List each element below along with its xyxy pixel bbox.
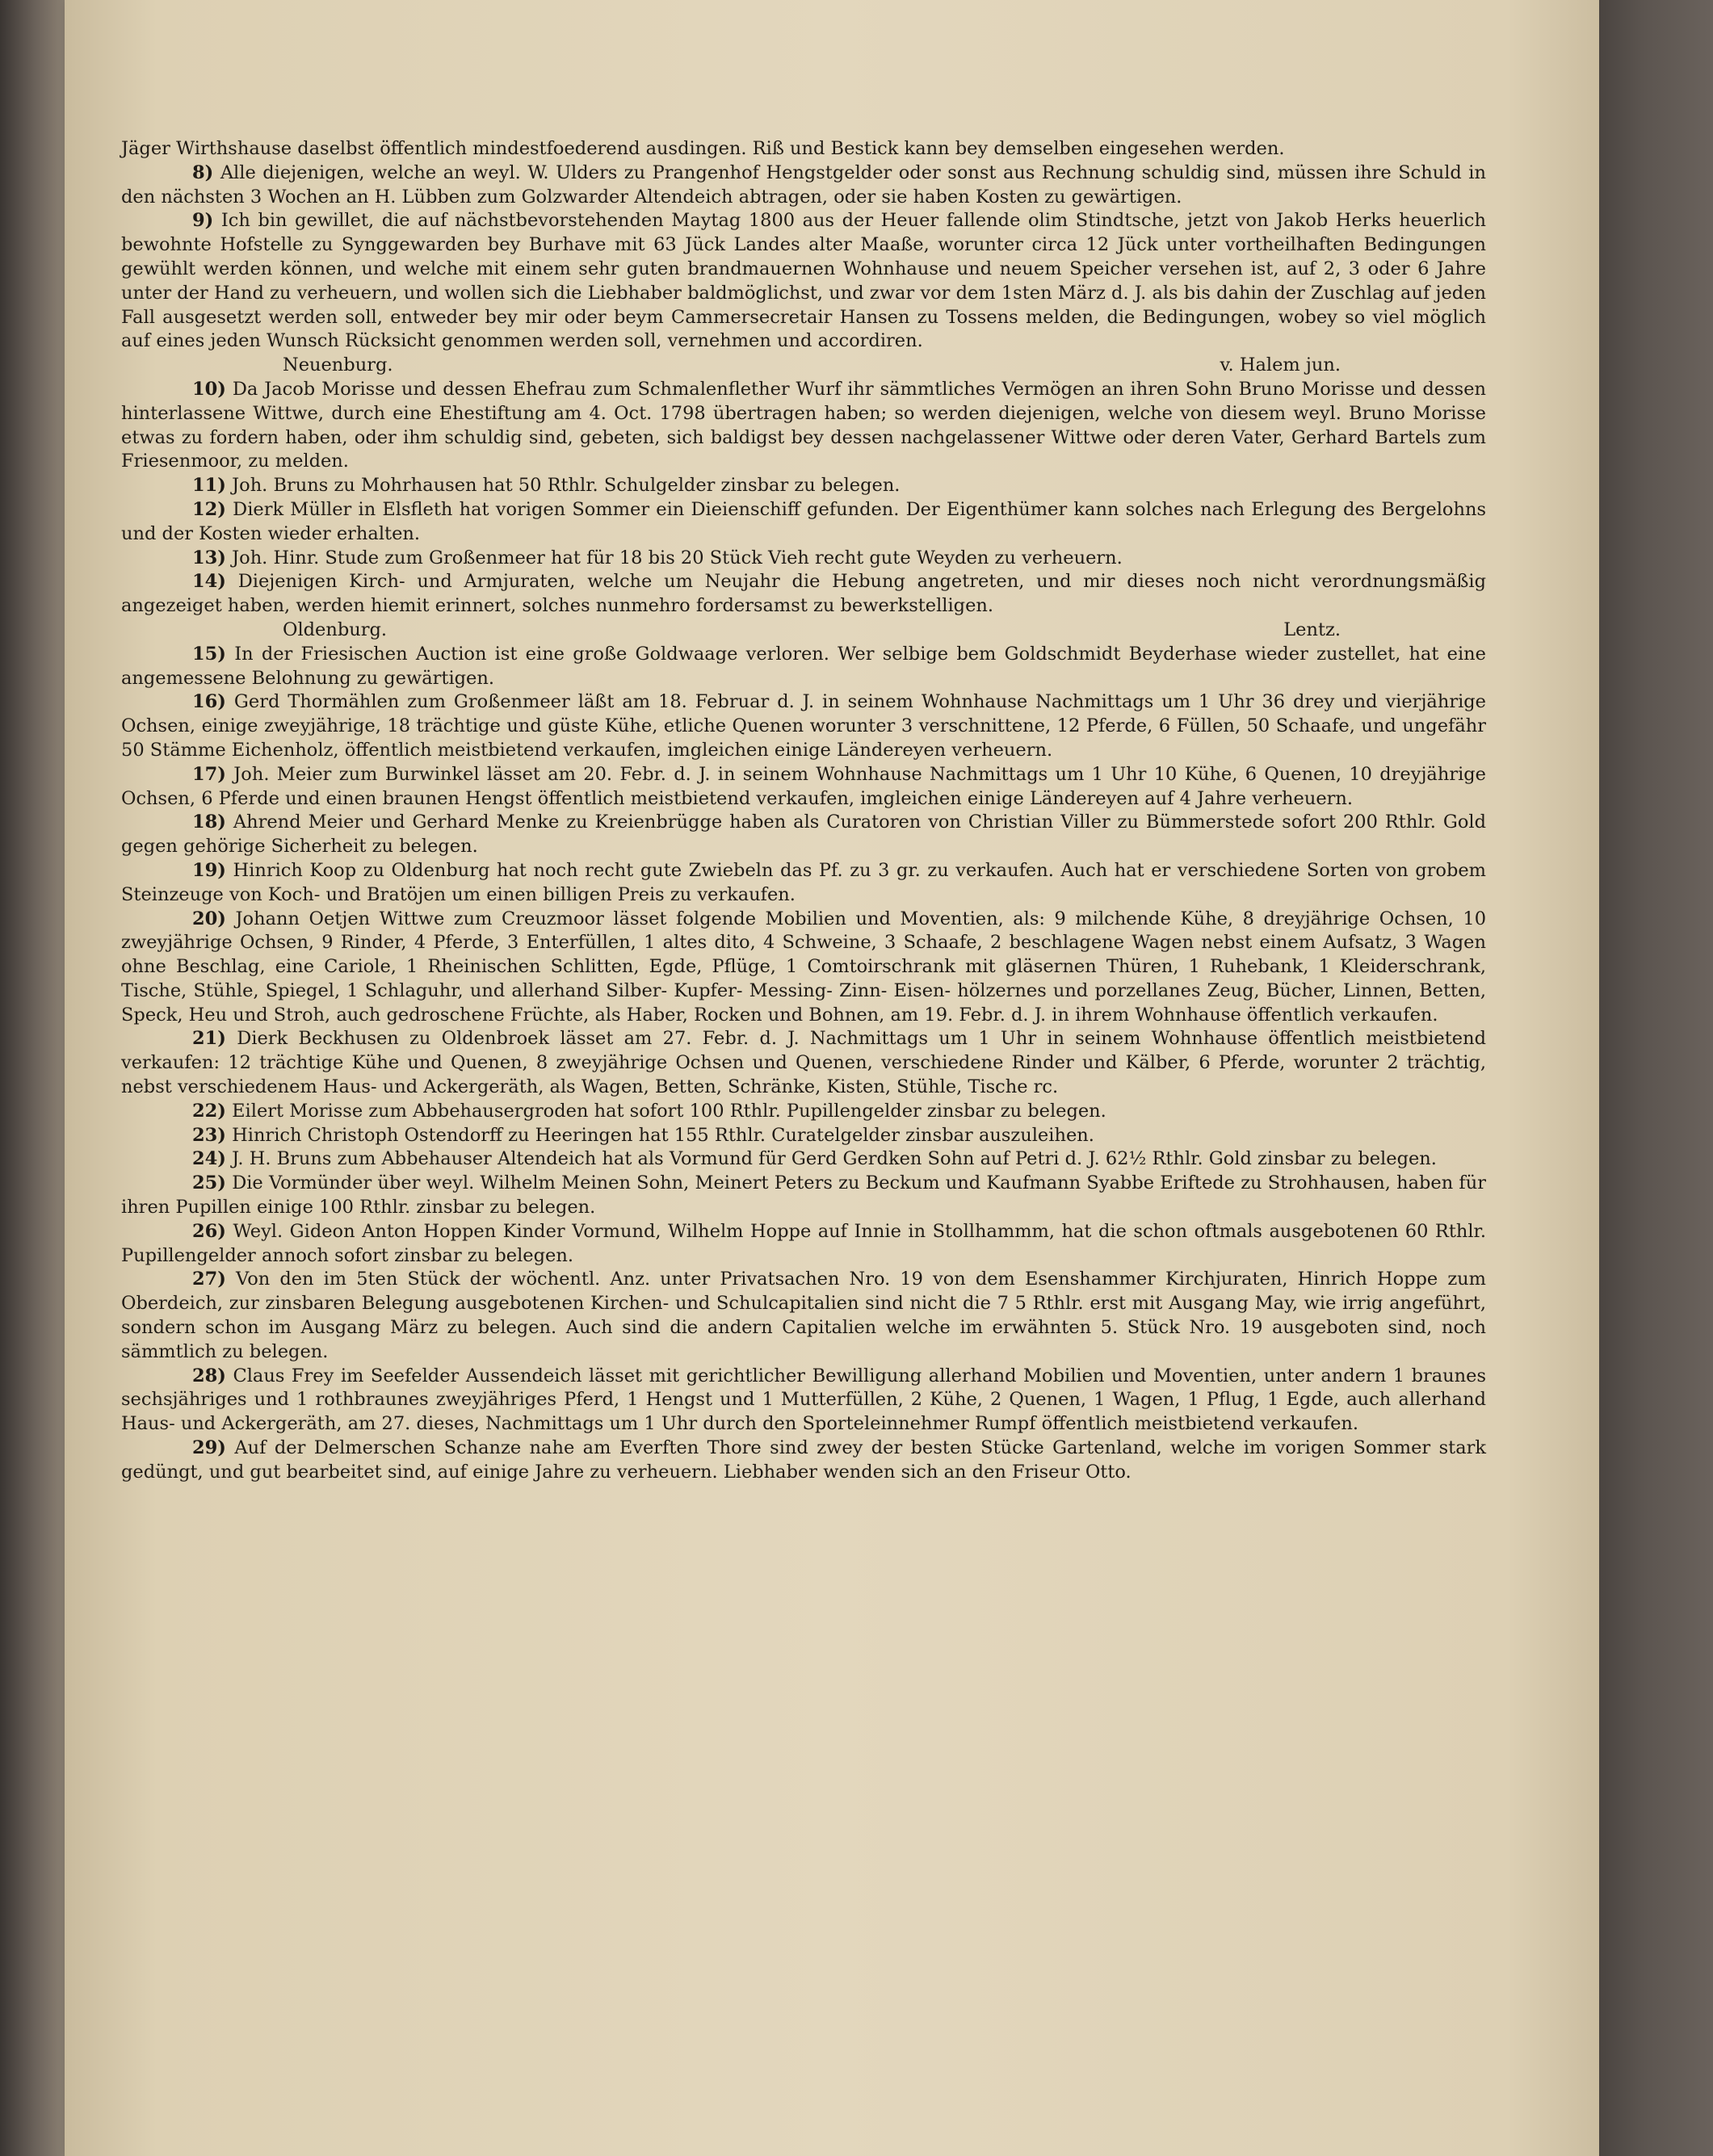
- signature-line-9: [121, 354, 1486, 378]
- paragraph-7-continued: Jäger Wirthshause daselbst öffentlich mindestfoederend ausdingen. Riß und Bestick kann bey demselben eingesehen werden.: [121, 138, 1285, 159]
- paragraph-11: 11) Joh. Bruns zu Mohrhausen hat 50 Rthlr. Schulgelder zinsbar zu belegen.: [192, 475, 901, 497]
- paragraph-22: 22) Eilert Morisse zum Abbehausergroden hat sofort 100 Rthlr. Pupillengelder zinsbar zu belegen.: [192, 1100, 1106, 1122]
- paragraph-23: 23) Hinrich Christoph Ostendorff zu Heeringen hat 155 Rthlr. Curatelgelder zinsbar auszuleihen.: [192, 1124, 1094, 1146]
- paragraph-8: 8) Alle diejenigen, welche an weyl. W. Ulders zu Prangenhof Hengstgelder oder sonst aus Rechnung schuldig sind, müssen ihre Schuld in den nächsten 3 Wochen an H. Lübben zum Golzwarder Altendeich abtragen, oder sie haben Kosten zu gewärtigen.: [121, 161, 1486, 208]
- page-edge: [1599, 0, 1713, 2156]
- paragraph-29: 29) Auf der Delmerschen Schanze nahe am Everften Thore sind zwey der besten Stücke Gartenland, welche im vorigen Sommer stark gedüngt, und gut bearbeitet sind, auf einige Jahre zu verheuern. Liebhaber wenden sich an den Friseur Otto.: [121, 1437, 1486, 1483]
- signature-place: Neuenburg.: [283, 354, 393, 376]
- signature-name: Lentz.: [1283, 619, 1341, 640]
- paragraph-12: 12) Dierk Müller in Elsfleth hat vorigen Sommer ein Dieienschiff gefunden. Der Eigenthümer kann solches nach Erlegung des Bergelohns und der Kosten wieder erhalten.: [121, 498, 1486, 544]
- paragraph-18: 18) Ahrend Meier und Gerhard Menke zu Kreienbrügge haben als Curatoren von Christian Viller zu Bümmerstede sofort 200 Rthlr. Gold gegen gehörige Sicherheit zu belegen.: [121, 812, 1486, 858]
- signature-place: Oldenburg.: [283, 619, 388, 640]
- paragraph-16: 16) Gerd Thormählen zum Großenmeer läßt am 18. Februar d. J. in seinem Wohnhause Nachmittags um 1 Uhr 36 drey und vierjährige Ochsen, einige zweyjährige, 18 trächtige und güste Kühe, etliche Quenen worunter 3 verschnittene, 12 Pferde, 6 Füllen, 50 Schaafe, und ungefähr 50 Stämme Eichenholz, öffentlich meistbietend verkaufen, imgleichen einige Ländereyen verheuern.: [121, 691, 1486, 761]
- paragraph-26: 26) Weyl. Gideon Anton Hoppen Kinder Vormund, Wilhelm Hoppe auf Innie in Stollhammm, hat die schon oftmals ausgebotenen 60 Rthlr. Pupillengelder annoch sofort zinsbar zu belegen.: [121, 1220, 1486, 1266]
- signature-line-14: [121, 619, 1486, 643]
- paragraph-21: 21) Dierk Beckhusen zu Oldenbroek lässet am 27. Febr. d. J. Nachmittags um 1 Uhr in seinem Wohnhause öffentlich meistbietend verkaufen: 12 trächtige Kühe und Quenen, 8 zweyjährige Ochsen und Quenen, verschiedene Rinder und Kälber, 6 Pferde, worunter 2 trächtig, nebst verschiedenem Haus- und Ackergeräth, als Wagen, Betten, Schränke, Kisten, Stühle, Tische rc.: [121, 1028, 1486, 1098]
- paragraph-13: 13) Joh. Hinr. Stude zum Großenmeer hat für 18 bis 20 Stück Vieh recht gute Weyden zu verheuern.: [192, 547, 1123, 568]
- paragraph-27: 27) Von den im 5ten Stück der wöchentl. Anz. unter Privatsachen Nro. 19 von dem Esenshammer Kirchjuraten, Hinrich Hoppe zum Oberdeich, zur zinsbaren Belegung ausgebotenen Kirchen- und Schulcapitalien sind nicht die 7 5 Rthlr. erst mit Ausgang May, wie irrig angeführt, sondern schon im Ausgang März zu belegen. Auch sind die andern Capitalien welche im erwähnten 5. Stück Nro. 19 ausgeboten sind, noch sämmtlich zu belegen.: [121, 1269, 1486, 1362]
- paragraph-10: 10) Da Jacob Morisse und dessen Ehefrau zum Schmalenflether Wurf ihr sämmtliches Vermögen an ihren Sohn Bruno Morisse und dessen hinterlassene Wittwe, durch eine Ehestiftung am 4. Oct. 1798 übertragen haben; so werden diejenigen, welche von diesem weyl. Bruno Morisse etwas zu fordern haben, oder ihm schuldig sind, gebeten, sich baldigst bey dessen nachgelassener Wittwe oder deren Vater, Gerhard Bartels zum Friesenmoor, zu melden.: [121, 378, 1486, 472]
- signature-name: v. Halem jun.: [1220, 354, 1341, 376]
- paragraph-28: 28) Claus Frey im Seefelder Aussendeich lässet mit gerichtlicher Bewilligung allerhand Mobilien und Moventien, unter andern 1 braunes sechsjähriges und 1 rothbraunes zweyjähriges Pferd, 1 Hengst und 1 Mutterfüllen, 2 Kühe, 2 Quenen, 1 Wagen, 1 Pflug, 1 Egde, auch allerhand Haus- und Ackergeräth, am 27. dieses, Nachmittags um 1 Uhr durch den Sporteleinnehmer Rumpf öffentlich meistbietend verkaufen.: [121, 1365, 1487, 1435]
- paragraph-14: 14) Diejenigen Kirch- und Armjuraten, welche um Neujahr die Hebung angetreten, und mir dieses noch nicht verordnungsmäßig angezeiget haben, werden hiemit erinnert, solches nunmehro fordersamst zu bewerkstelligen.: [121, 571, 1486, 617]
- paragraph-9: 9) Ich bin gewillet, die auf nächstbevorstehenden Maytag 1800 aus der Heuer fallende olim Stindtsche, jetzt von Jakob Herks heuerlich bewohnte Hofstelle zu Synggewarden bey Burhave mit 63 Jück Landes alter Maaße, worunter circa 12 Jück unter vortheilhaften Bedingungen gewühlt werden können, und welche mit einem sehr guten brandmauernen Wohnhause und neuem Speicher versehen ist, auf 2, 3 oder 6 Jahre unter der Hand zu verheuern, und wollen sich die Liebhaber baldmöglichst, und zwar vor dem 1sten März d. J. als bis dahin der Zuschlag auf jeden Fall ausgesetzt werden soll, entweder bey mir oder beym Cammersecretair Hansen zu Tossens melden, die Bedingungen, wobey so viel möglich auf eines jeden Wunsch Rücksicht genommen werden soll, vernehmen und accordiren.: [121, 210, 1486, 352]
- paragraph-15: 15) In der Friesischen Auction ist eine große Goldwaage verloren. Wer selbige bem Goldschmidt Beyderhase wieder zustellet, hat eine angemessene Belohnung zu gewärtigen.: [121, 643, 1486, 689]
- page-text: [121, 137, 1486, 1485]
- book-binding: [0, 0, 65, 2156]
- paragraph-24: 24) J. H. Bruns zum Abbehauser Altendeich hat als Vormund für Gerd Gerdken Sohn auf Petri d. J. 62½ Rthlr. Gold zinsbar zu belegen.: [192, 1148, 1437, 1170]
- paragraph-19: 19) Hinrich Koop zu Oldenburg hat noch recht gute Zwiebeln das Pf. zu 3 gr. zu verkaufen. Auch hat er verschiedene Sorten von grobem Steinzeuge von Koch- und Bratöjen um einen billigen Preis zu verkaufen.: [121, 859, 1486, 905]
- paragraph-20: 20) Johann Oetjen Wittwe zum Creuzmoor lässet folgende Mobilien und Moventien, als: 9 milchende Kühe, 8 dreyjährige Ochsen, 10 zweyjährige Ochsen, 9 Rinder, 4 Pferde, 3 Enterfüllen, 1 altes dito, 4 Schweine, 3 Schaafe, 2 beschlagene Wagen nebst einem Aufsatz, 3 Wagen ohne Beschlag, eine Cariole, 1 Rheinischen Schlitten, Egde, Pflüge, 1 Comtoirschrank mit gläsernen Thüren, 1 Ruhebank, 1 Kleiderschrank, Tische, Stühle, Spiegel, 1 Schlaguhr, und allerhand Silber- Kupfer- Messing- Zinn- Eisen- hölzernes und porzellanes Zeug, Bücher, Linnen, Betten, Speck, Heu und Stroh, auch gedroschene Früchte, als Haber, Rocken und Bohnen, am 19. Febr. d. J. in ihrem Wohnhause öffentlich verkaufen.: [121, 908, 1487, 1026]
- paragraph-25: 25) Die Vormünder über weyl. Wilhelm Meinen Sohn, Meinert Peters zu Beckum und Kaufmann Syabbe Eriftede zu Strohhausen, haben für ihren Pupillen einige 100 Rthlr. zinsbar zu belegen.: [121, 1172, 1486, 1219]
- paragraph-17: 17) Joh. Meier zum Burwinkel lässet am 20. Febr. d. J. in seinem Wohnhause Nachmittags um 1 Uhr 10 Kühe, 6 Quenen, 10 dreyjährige Ochsen, 6 Pferde und einen braunen Hengst öffentlich meistbietend verkaufen, imgleichen einige Ländereyen auf 4 Jahre verheuern.: [121, 763, 1486, 809]
